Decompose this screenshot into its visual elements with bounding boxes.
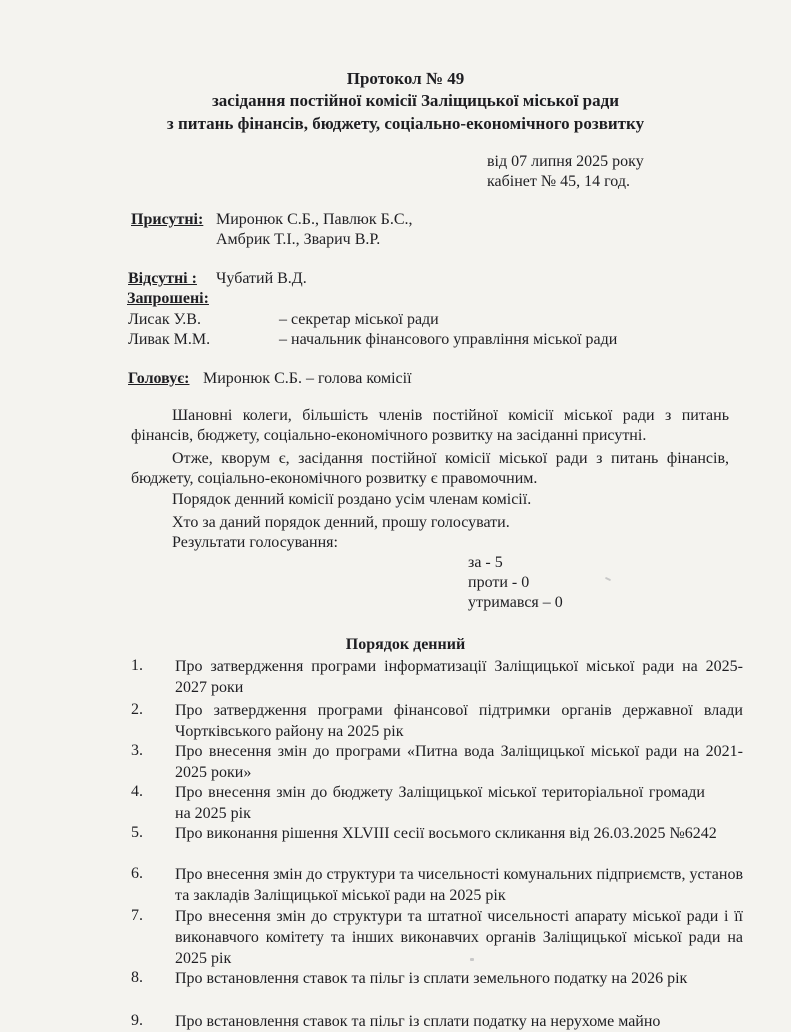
- paragraph-agenda-distributed: Порядок денний комісії роздано усім членам комісії.: [172, 491, 532, 508]
- agenda-item-text: Про внесення змін до бюджету Заліщицької міської територіальної громади на 2025 рік: [175, 784, 705, 822]
- agenda-item-number: 5.: [131, 824, 143, 841]
- agenda-item-number: 4.: [131, 783, 143, 800]
- paragraph-quorum-1: [131, 406, 729, 446]
- agenda-item-text: Про виконання рішення XLVIII сесії восьмого скликання від 26.03.2025 №6242: [175, 825, 717, 842]
- agenda-item-number: 6.: [131, 865, 143, 882]
- invited-name-1: Лисак У.В.: [128, 311, 201, 328]
- agenda-item-number: 9.: [131, 1012, 143, 1029]
- protocol-subtitle-line2: з питань фінансів, бюджету, соціально-економічного розвитку: [166, 114, 645, 133]
- absent-value: Чубатий В.Д.: [216, 270, 307, 287]
- paragraph-quorum-2: [131, 449, 729, 489]
- scan-speck: [470, 958, 474, 961]
- invited-label: Запрошені:: [127, 290, 209, 307]
- chair-label: Головує:: [128, 370, 190, 387]
- paragraph-vote-results: Результати голосування:: [172, 534, 338, 551]
- present-label: Присутні:: [131, 211, 204, 228]
- agenda-item-text: Про внесення змін до структури та чисельності комунальних підприємств, установ та закладів Заліщицької міської ради на 2025 рік: [175, 866, 743, 904]
- absent-label: Відсутні :: [128, 270, 197, 287]
- meeting-date: від 07 липня 2025 року: [487, 153, 644, 170]
- agenda-item-text: Про встановлення ставок та пільг із сплати земельного податку на 2026 рік: [175, 970, 688, 987]
- agenda-item-text: Про внесення змін до програми «Питна вода Заліщицької міської ради на 2021-2025 роки»: [175, 743, 743, 781]
- agenda-item-text: Про встановлення ставок та пільг із сплати податку на нерухоме майно: [175, 1013, 661, 1030]
- invited-role-1: – секретар міської ради: [279, 311, 439, 328]
- agenda-item-text: Про затвердження програми інформатизації Заліщицької міської ради на 2025-2027 роки: [175, 658, 743, 696]
- chair-value: Миронюк С.Б. – голова комісії: [203, 370, 412, 387]
- agenda-item-number: 2.: [131, 701, 143, 718]
- vote-abstain: утримався – 0: [468, 594, 563, 611]
- agenda-item-number: 3.: [131, 742, 143, 759]
- paragraph-text: Отже, кворум є, засідання постійної комісії міської ради з питань фінансів, бюджету, соціально-економічного розвитку є правомочним.: [131, 450, 729, 487]
- present-line2: Амбрик Т.І., Зварич В.Р.: [216, 231, 381, 248]
- scan-speck: [605, 577, 611, 581]
- agenda-item-number: 1.: [131, 657, 143, 674]
- agenda-item-text: Про внесення змін до структури та штатної чисельності апарату міської ради і її виконавчого комітету та інших виконавчих органів Заліщицької міської ради на 2025 рік: [175, 908, 743, 967]
- protocol-title: Протокол № 49: [346, 69, 465, 88]
- vote-for: за - 5: [468, 554, 503, 571]
- protocol-subtitle-line1: засідання постійної комісії Заліщицької міської ради: [211, 91, 620, 110]
- agenda-item-number: 8.: [131, 969, 143, 986]
- agenda-item-text: Про затвердження програми фінансової підтримки органів державної влади Чортківського району на 2025 рік: [175, 702, 743, 740]
- paragraph-text: Шановні колеги, більшість членів постійної комісії міської ради з питань фінансів, бюджету, соціально-економічного розвитку на засіданні присутні.: [131, 407, 729, 444]
- present-line1: Миронюк С.Б., Павлюк Б.С.,: [216, 211, 413, 228]
- invited-role-2: – начальник фінансового управління міської ради: [279, 331, 618, 348]
- vote-against: проти - 0: [468, 574, 530, 591]
- invited-name-2: Ливак М.М.: [128, 331, 211, 348]
- meeting-room: кабінет № 45, 14 год.: [487, 173, 630, 190]
- paragraph-vote-call: Хто за даний порядок денний, прошу голосувати.: [172, 514, 510, 531]
- agenda-item-number: 7.: [131, 907, 143, 924]
- agenda-title: Порядок денний: [345, 636, 466, 653]
